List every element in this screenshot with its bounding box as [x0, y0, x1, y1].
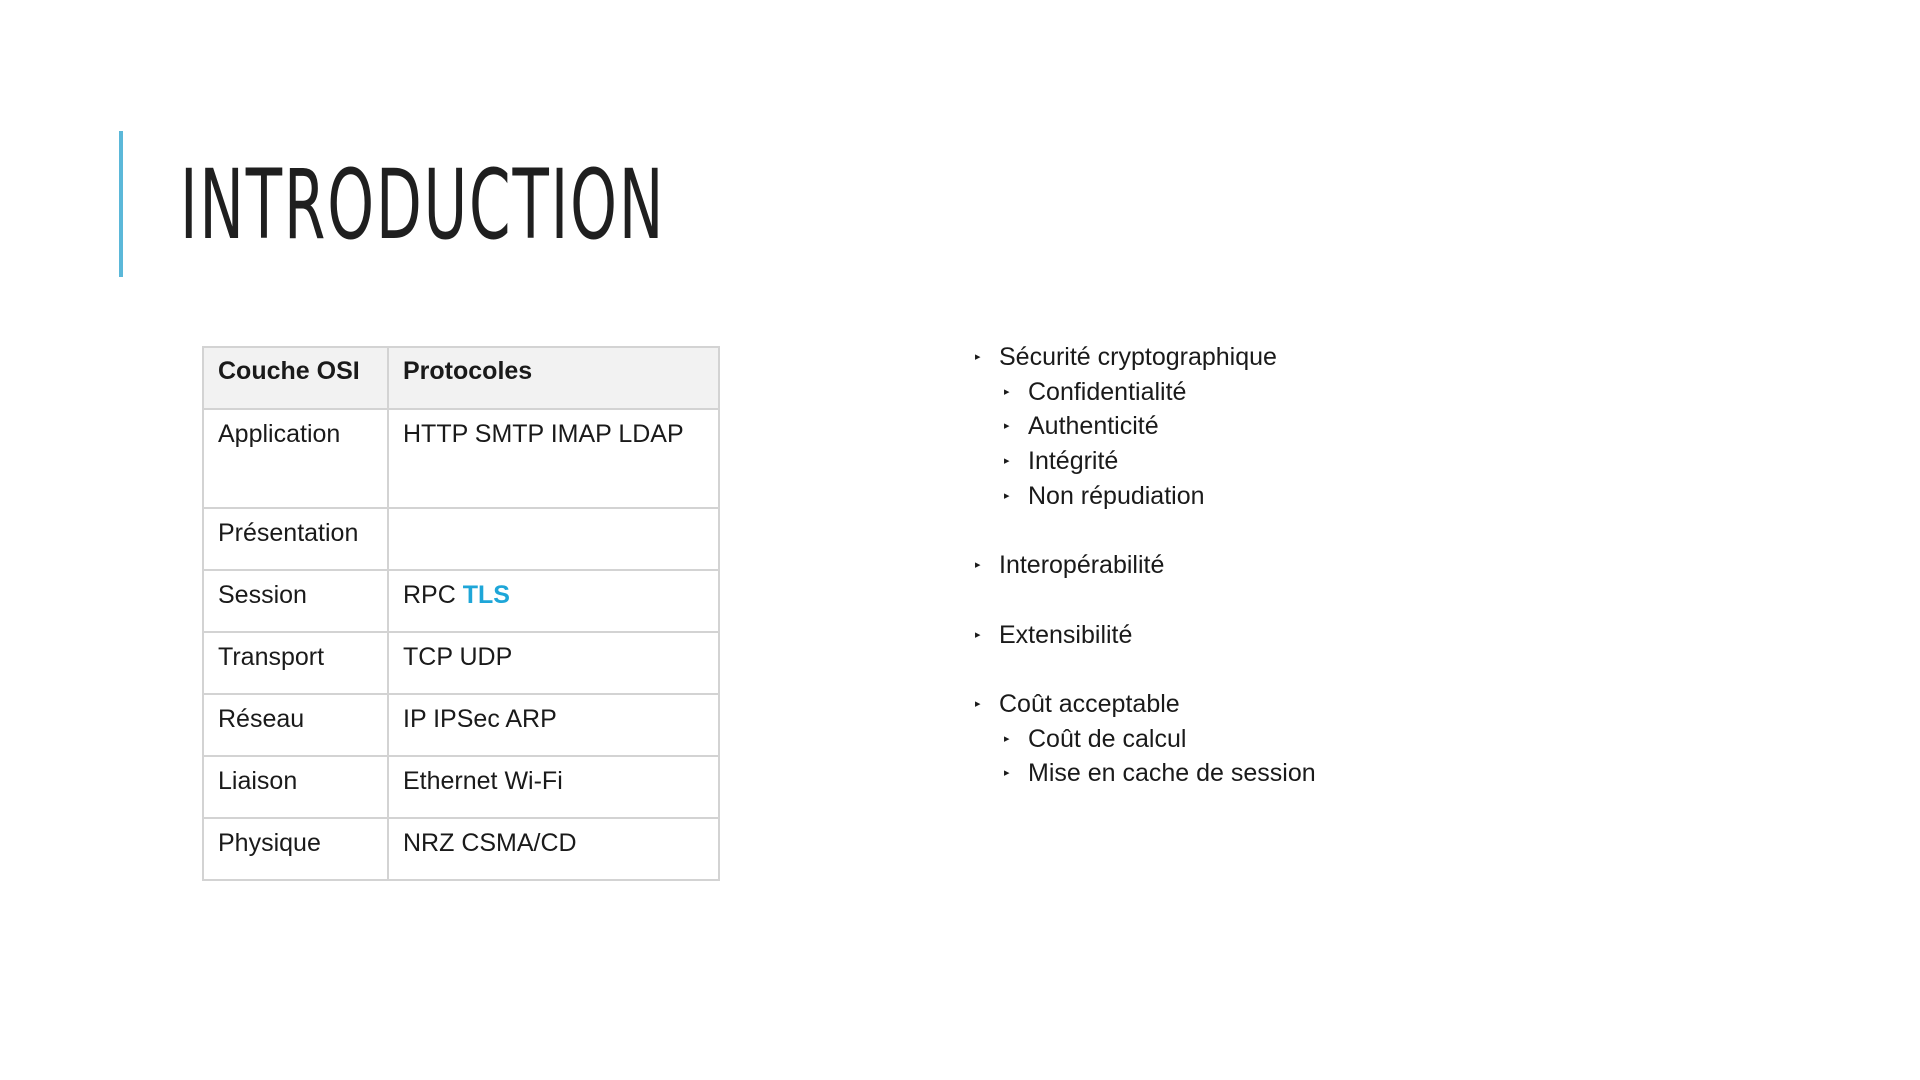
triangle-right-icon: ▸	[975, 697, 981, 710]
layer-cell: Transport	[203, 632, 388, 694]
sub-bullet-item	[1004, 375, 1316, 410]
bullet-text: Coût de calcul	[1028, 724, 1187, 753]
table-row	[203, 409, 719, 508]
bullet-text: Authenticité	[1028, 412, 1159, 441]
table-row	[203, 694, 719, 756]
triangle-right-icon: ▸	[1004, 732, 1010, 745]
triangle-right-icon: ▸	[975, 559, 981, 572]
bullet-text: Non répudiation	[1028, 481, 1205, 510]
protocols-cell	[388, 409, 719, 508]
protocols-cell	[388, 632, 719, 694]
bullet-text: Mise en cache de session	[1028, 759, 1316, 788]
title-accent-bar	[119, 131, 123, 277]
bullet-item	[975, 618, 1316, 653]
triangle-right-icon: ▸	[975, 351, 981, 363]
osi-protocol-table	[202, 346, 720, 881]
bullet-item	[975, 340, 1316, 375]
table-row	[203, 818, 719, 880]
layer-cell: Session	[203, 570, 388, 632]
layer-cell: Application	[203, 409, 388, 508]
protocols-highlight: TLS	[462, 581, 510, 609]
protocols-cell	[388, 508, 719, 570]
header-protocols: Protocoles	[388, 347, 719, 409]
protocols-cell	[388, 694, 719, 756]
bullet-text: Interopérabilité	[999, 551, 1165, 580]
triangle-right-icon: ▸	[1004, 455, 1010, 468]
sub-bullet-item	[1004, 756, 1316, 791]
sub-bullet-item	[1004, 479, 1316, 514]
protocols-text: HTTP SMTP IMAP LDAP	[403, 420, 684, 448]
layer-cell: Liaison	[203, 756, 388, 818]
protocols-text: TCP UDP	[403, 643, 513, 671]
table-row	[203, 756, 719, 818]
header-osi-layer: Couche OSI	[203, 347, 388, 409]
table-header-row	[203, 347, 719, 409]
slide-title: INTRODUCTION	[180, 149, 666, 261]
sub-bullet-item	[1004, 722, 1316, 757]
protocols-text: Ethernet Wi-Fi	[403, 767, 563, 795]
protocols-text: NRZ CSMA/CD	[403, 829, 577, 857]
protocols-text: IP IPSec ARP	[403, 705, 557, 733]
bullet-text: Confidentialité	[1028, 377, 1187, 406]
triangle-right-icon: ▸	[1004, 420, 1010, 433]
triangle-right-icon: ▸	[1004, 489, 1010, 502]
protocols-cell	[388, 818, 719, 880]
bullet-item	[975, 687, 1316, 722]
layer-cell: Présentation	[203, 508, 388, 570]
bullet-text: Intégrité	[1028, 447, 1119, 476]
protocols-cell	[388, 756, 719, 818]
layer-cell: Réseau	[203, 694, 388, 756]
table-row	[203, 508, 719, 570]
triangle-right-icon: ▸	[975, 628, 981, 641]
protocols-cell	[388, 570, 719, 632]
triangle-right-icon: ▸	[1004, 385, 1010, 398]
sub-bullet-item	[1004, 409, 1316, 444]
layer-cell: Physique	[203, 818, 388, 880]
table-row	[203, 632, 719, 694]
sub-bullet-item	[1004, 444, 1316, 479]
triangle-right-icon: ▸	[1004, 767, 1010, 780]
bullet-text: Extensibilité	[999, 620, 1133, 649]
bullet-text: Coût acceptable	[999, 689, 1180, 718]
bullet-list	[975, 340, 1316, 791]
bullet-item	[975, 548, 1316, 583]
protocols-text: RPC	[403, 581, 463, 609]
table-row	[203, 570, 719, 632]
bullet-text: Sécurité cryptographique	[999, 343, 1277, 371]
